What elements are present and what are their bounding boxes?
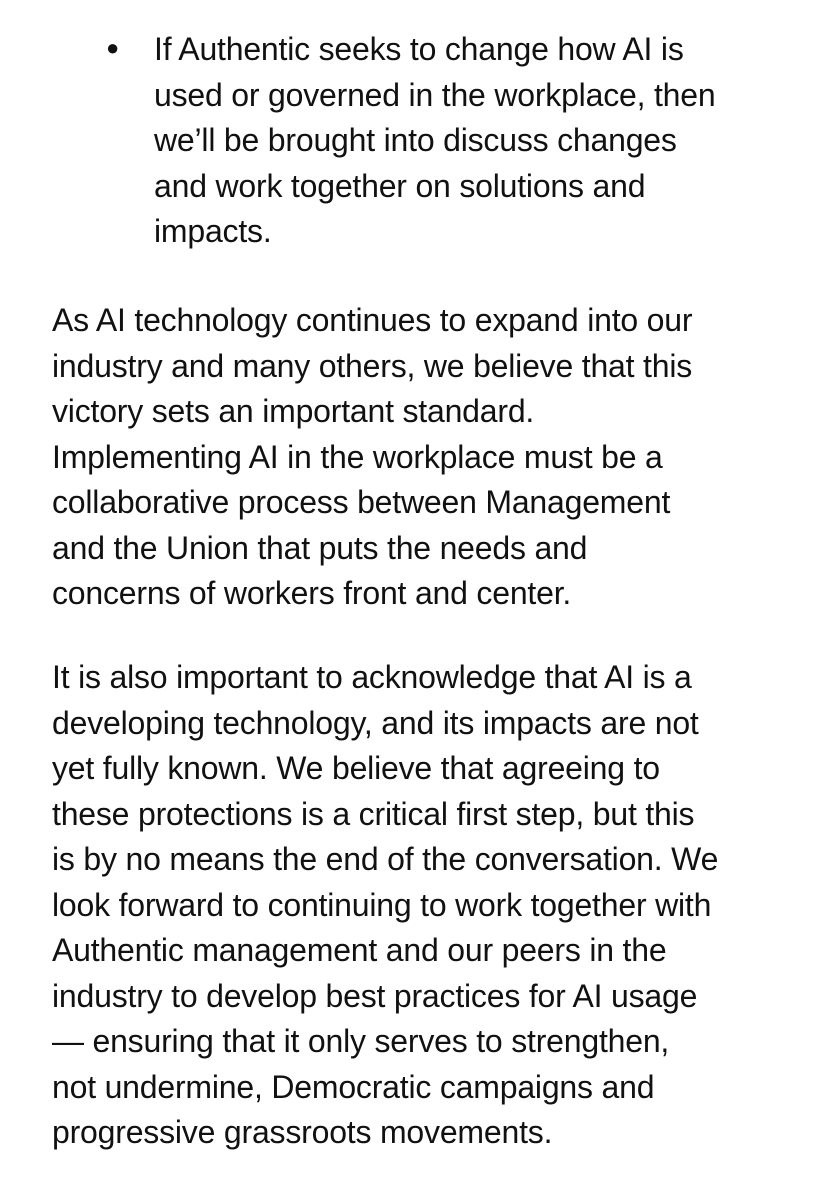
text-line: Implementing AI in the workplace must be a: [52, 438, 663, 475]
text-line: used or governed in the workplace, then: [154, 76, 716, 113]
text-line: progressive grassroots movements.: [52, 1114, 553, 1150]
text-line: developing technology, and its impacts are not: [52, 704, 699, 741]
text-line: If Authentic seeks to change how AI is: [154, 31, 684, 67]
bullet-marker: ●: [106, 35, 120, 60]
text-line: we’ll be brought into discuss changes: [154, 122, 677, 158]
text-line: industry to develop best practices for AI usage: [52, 977, 698, 1014]
text-line: not undermine, Democratic campaigns and: [52, 1068, 655, 1105]
text-line: impacts.: [154, 213, 272, 249]
text-line: collaborative process between Management: [52, 484, 671, 520]
text-line: As AI technology continues to expand into our: [52, 302, 693, 338]
text-line: look forward to continuing to work together with: [52, 886, 712, 923]
text-line: It is also important to acknowledge that AI is a: [52, 659, 692, 695]
paragraph-developing-technology: [52, 655, 792, 1156]
text-line: and work together on solutions and: [154, 167, 646, 204]
text-line: and the Union that puts the needs and: [52, 529, 588, 566]
text-line: — ensuring that it only serves to strengthen,: [52, 1023, 670, 1059]
text-line: yet fully known. We believe that agreeing to: [52, 750, 660, 786]
paragraph-ai-standard: [52, 298, 792, 617]
bullet-list: [106, 27, 786, 255]
text-line: these protections is a critical first step, but this: [52, 795, 695, 832]
text-line: concerns of workers front and center.: [52, 575, 572, 611]
text-line: industry and many others, we believe that this: [52, 347, 693, 384]
text-line: victory sets an important standard.: [52, 393, 535, 429]
text-line: is by no means the end of the conversation. We: [52, 841, 719, 877]
bullet-text: [154, 27, 786, 255]
bullet-item-ai-governance: [106, 27, 786, 255]
text-line: Authentic management and our peers in the: [52, 932, 667, 968]
